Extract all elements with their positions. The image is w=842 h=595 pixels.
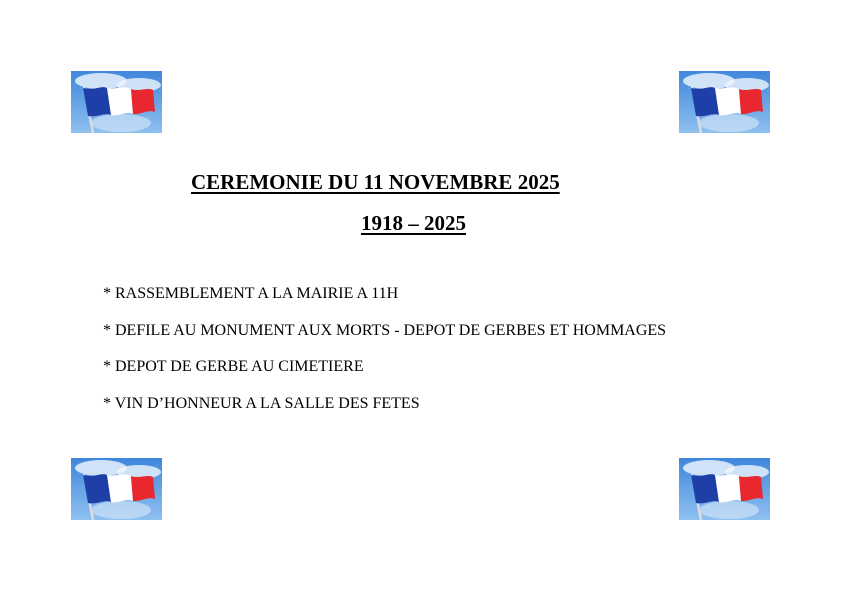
page-subtitle: 1918 – 2025 — [361, 211, 466, 235]
french-flag-icon — [71, 458, 162, 520]
list-item: * DEFILE AU MONUMENT AUX MORTS - DEPOT DE GERBES ET HOMMAGES — [103, 321, 667, 339]
program-list — [103, 285, 666, 431]
list-item: * RASSEMBLEMENT A LA MAIRIE A 11H — [103, 285, 399, 302]
french-flag-icon — [679, 71, 770, 133]
list-item: * VIN D’HONNEUR A LA SALLE DES FETES — [103, 394, 420, 412]
page-title: CEREMONIE DU 11 NOVEMBRE 2025 — [191, 170, 560, 194]
french-flag-icon — [71, 71, 162, 133]
list-item: * DEPOT DE GERBE AU CIMETIERE — [103, 358, 364, 375]
french-flag-icon — [679, 458, 770, 520]
